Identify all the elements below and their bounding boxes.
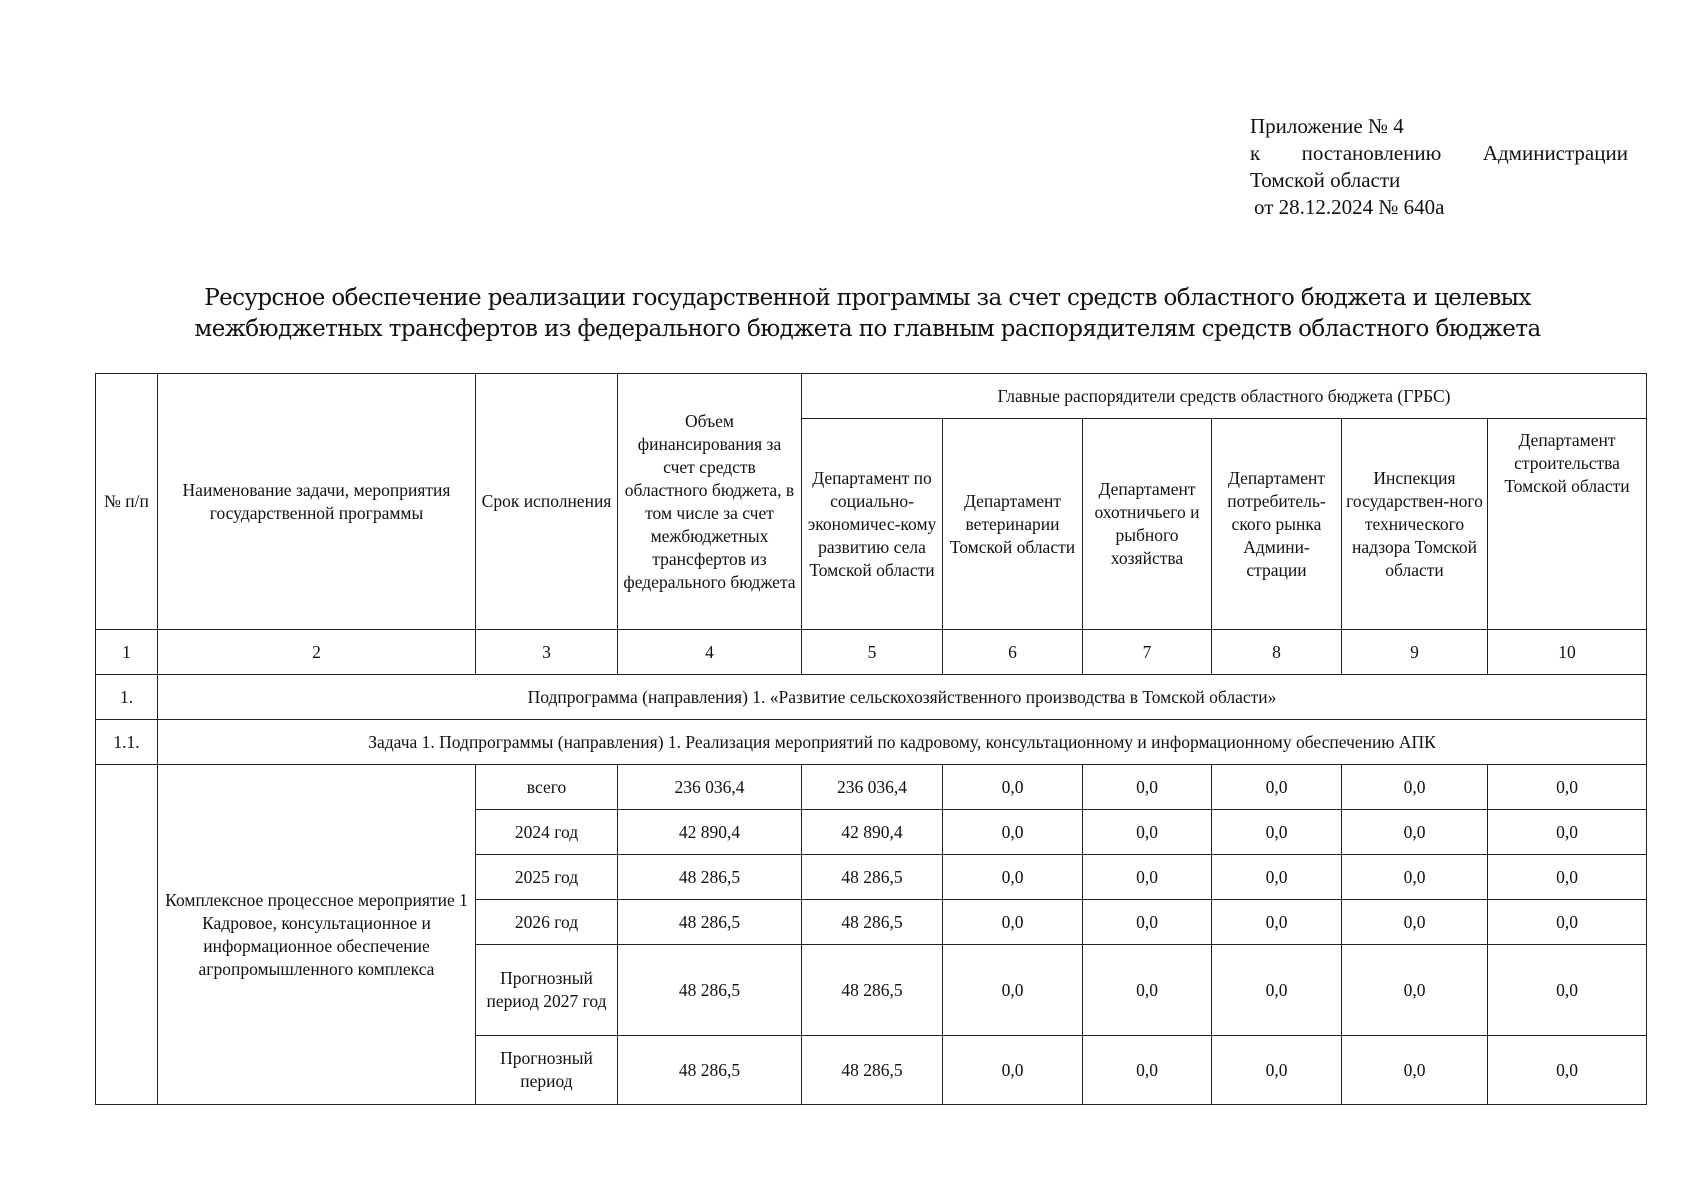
row-dept-consumer-market: 0,0 [1212,855,1342,900]
row-dept-social-economic: 48 286,5 [802,855,943,900]
row-dept-consumer-market: 0,0 [1212,810,1342,855]
document-title-line-2: межбюджетных трансфертов из федерального бюджета по главным распорядителям средств областного бюджета [194,316,1541,342]
row-dept-veterinary: 0,0 [943,855,1083,900]
row-inspection: 0,0 [1342,900,1488,945]
row-dept-social-economic: 48 286,5 [802,1036,943,1105]
document-title-line-1: Ресурсное обеспечение реализации государственной программы за счет средств областного бюджета и целевых [204,285,1531,311]
column-numbers-row [96,630,1647,675]
row-dept-hunting-fishing: 0,0 [1083,945,1212,1036]
header-row-1 [96,374,1647,419]
col-number: 2 [158,630,476,675]
activity-name-line-1: Комплексное процессное мероприятие 1 [165,889,468,910]
row-dept-social-economic: 236 036,4 [802,765,943,810]
row-dept-construction: 0,0 [1488,855,1647,900]
row-inspection: 0,0 [1342,1036,1488,1105]
task-row [96,720,1647,765]
task-text: Задача 1. Подпрограммы (направления) 1. Реализация мероприятий по кадровому, консультационному и информационному обеспечению АПК [158,720,1647,765]
header-dept-hunting-fishing: Департамент охотничьего и рыбного хозяйства [1083,419,1212,630]
row-volume: 48 286,5 [618,900,802,945]
row-inspection: 0,0 [1342,765,1488,810]
table-row [96,765,1647,810]
header-grbs: Главные распорядители средств областного бюджета (ГРБС) [802,374,1647,419]
task-num: 1.1. [96,720,158,765]
header-inspection-tech-supervision: Инспекция государствен-ного технического надзора Томской области [1342,419,1488,630]
row-term: 2024 год [476,810,618,855]
col-number: 5 [802,630,943,675]
row-term: всего [476,765,618,810]
col-number: 1 [96,630,158,675]
row-term: Прогнозный период [476,1036,618,1105]
row-dept-construction: 0,0 [1488,810,1647,855]
row-dept-veterinary: 0,0 [943,900,1083,945]
header-dept-construction: Департамент строительства Томской области [1488,419,1647,630]
row-inspection: 0,0 [1342,945,1488,1036]
header-name: Наименование задачи, мероприятия государственной программы [158,374,476,630]
activity-num [96,765,158,1105]
col-number: 7 [1083,630,1212,675]
row-dept-hunting-fishing: 0,0 [1083,810,1212,855]
row-dept-veterinary: 0,0 [943,810,1083,855]
appendix-line-3: Томской области [1250,168,1401,192]
row-dept-veterinary: 0,0 [943,945,1083,1036]
row-dept-social-economic: 42 890,4 [802,810,943,855]
row-dept-veterinary: 0,0 [943,765,1083,810]
row-dept-consumer-market: 0,0 [1212,900,1342,945]
row-inspection: 0,0 [1342,810,1488,855]
subprogram-text: Подпрограмма (направления) 1. «Развитие сельскохозяйственного производства в Томской области» [158,675,1647,720]
header-dept-consumer-market: Департамент потребитель-ского рынка Админи-страции [1212,419,1342,630]
row-volume: 48 286,5 [618,945,802,1036]
appendix-word-resolution: постановлению [1301,141,1442,165]
row-dept-hunting-fishing: 0,0 [1083,1036,1212,1105]
subprogram-num: 1. [96,675,158,720]
row-volume: 48 286,5 [618,1036,802,1105]
row-dept-social-economic: 48 286,5 [802,945,943,1036]
col-number: 3 [476,630,618,675]
row-dept-construction: 0,0 [1488,900,1647,945]
appendix-block [1250,113,1628,221]
header-dept-veterinary: Департамент ветеринарии Томской области [943,419,1083,630]
appendix-line-4: от 28.12.2024 № 640а [1254,195,1445,219]
row-dept-construction: 0,0 [1488,945,1647,1036]
row-dept-consumer-market: 0,0 [1212,765,1342,810]
appendix-word-k: к [1250,141,1261,165]
row-inspection: 0,0 [1342,855,1488,900]
row-dept-social-economic: 48 286,5 [802,900,943,945]
row-dept-construction: 0,0 [1488,765,1647,810]
header-volume: Объем финансирования за счет средств областного бюджета, в том числе за счет межбюджетных трансфертов из федерального бюджета [618,374,802,630]
budget-table [95,373,1647,1105]
row-volume: 48 286,5 [618,855,802,900]
col-number: 10 [1488,630,1647,675]
row-dept-consumer-market: 0,0 [1212,1036,1342,1105]
col-number: 6 [943,630,1083,675]
appendix-line-1: Приложение № 4 [1250,114,1404,138]
header-term: Срок исполнения [476,374,618,630]
row-dept-hunting-fishing: 0,0 [1083,855,1212,900]
activity-name [158,765,476,1105]
row-dept-consumer-market: 0,0 [1212,945,1342,1036]
col-number: 9 [1342,630,1488,675]
row-dept-hunting-fishing: 0,0 [1083,900,1212,945]
row-volume: 236 036,4 [618,765,802,810]
appendix-line-2 [1250,140,1628,167]
header-num: № п/п [96,374,158,630]
document-title [95,283,1640,345]
row-dept-hunting-fishing: 0,0 [1083,765,1212,810]
row-term: 2025 год [476,855,618,900]
activity-name-line-2: Кадровое, консультационное и информационное обеспечение агропромышленного комплекса [198,912,435,979]
row-dept-construction: 0,0 [1488,1036,1647,1105]
row-term: Прогнозный период 2027 год [476,945,618,1036]
row-volume: 42 890,4 [618,810,802,855]
appendix-word-administration: Администрации [1482,141,1628,165]
col-number: 4 [618,630,802,675]
subprogram-row [96,675,1647,720]
col-number: 8 [1212,630,1342,675]
row-term: 2026 год [476,900,618,945]
header-dept-social-economic: Департамент по социально-экономичес-кому развитию села Томской области [802,419,943,630]
row-dept-veterinary: 0,0 [943,1036,1083,1105]
